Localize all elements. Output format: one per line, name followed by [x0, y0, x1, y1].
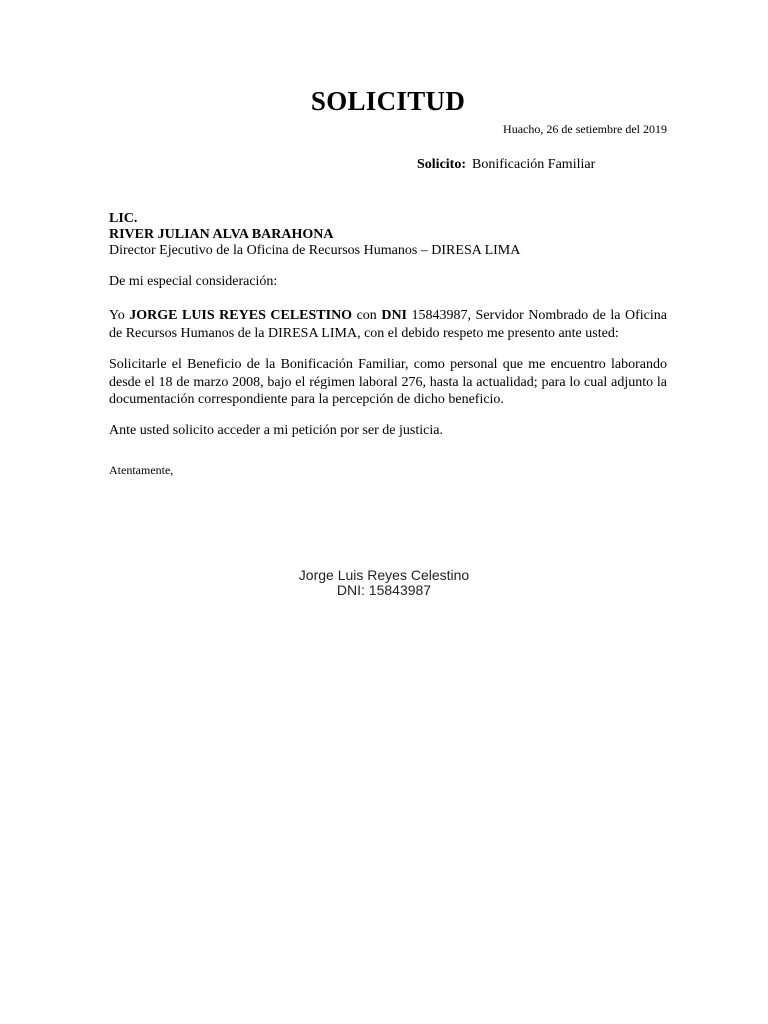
- dni-label: DNI: [381, 308, 407, 323]
- subject-line: [417, 157, 595, 173]
- applicant-name: JORGE LUIS REYES CELESTINO: [129, 308, 353, 323]
- document-date: Huacho, 26 de setiembre del 2019: [503, 122, 667, 136]
- greeting: De mi especial consideración:: [109, 274, 278, 289]
- paragraph-petition: Ante usted solicito acceder a mi petición por ser de justicia.: [109, 423, 443, 438]
- recipient-name: RIVER JULIAN ALVA BARAHONA: [109, 227, 334, 242]
- paragraph-introduction: [109, 307, 667, 342]
- closing: Atentamente,: [109, 463, 174, 477]
- signature-block: [0, 568, 768, 598]
- intro-rest: 15843987, Servidor Nombrado de la Oficina de Recursos Humanos de la DIRESA LIMA, con el debido respeto me presento ante usted:: [109, 308, 667, 341]
- intro-connector: con: [352, 308, 382, 323]
- recipient-block: [109, 211, 520, 259]
- document-title: SOLICITUD: [310, 86, 466, 116]
- recipient-position: Director Ejecutivo de la Oficina de Recursos Humanos – DIRESA LIMA: [109, 243, 521, 258]
- subject-label: Solicito:: [417, 157, 466, 172]
- signature-name: Jorge Luis Reyes Celestino: [298, 567, 470, 583]
- recipient-honorific: LIC.: [109, 211, 138, 226]
- subject-value: Bonificación Familiar: [472, 157, 596, 172]
- signature-dni: DNI: 15843987: [336, 582, 432, 598]
- paragraph-request: Solicitarle el Beneficio de la Bonificación Familiar, como personal que me encuentro laborando desde el 18 de marzo 2008, bajo el régimen laboral 276, hasta la actualidad; para lo cual adjunto la documentación correspondiente para la percepción de dicho beneficio.: [109, 357, 667, 407]
- intro-prefix: Yo: [109, 308, 130, 323]
